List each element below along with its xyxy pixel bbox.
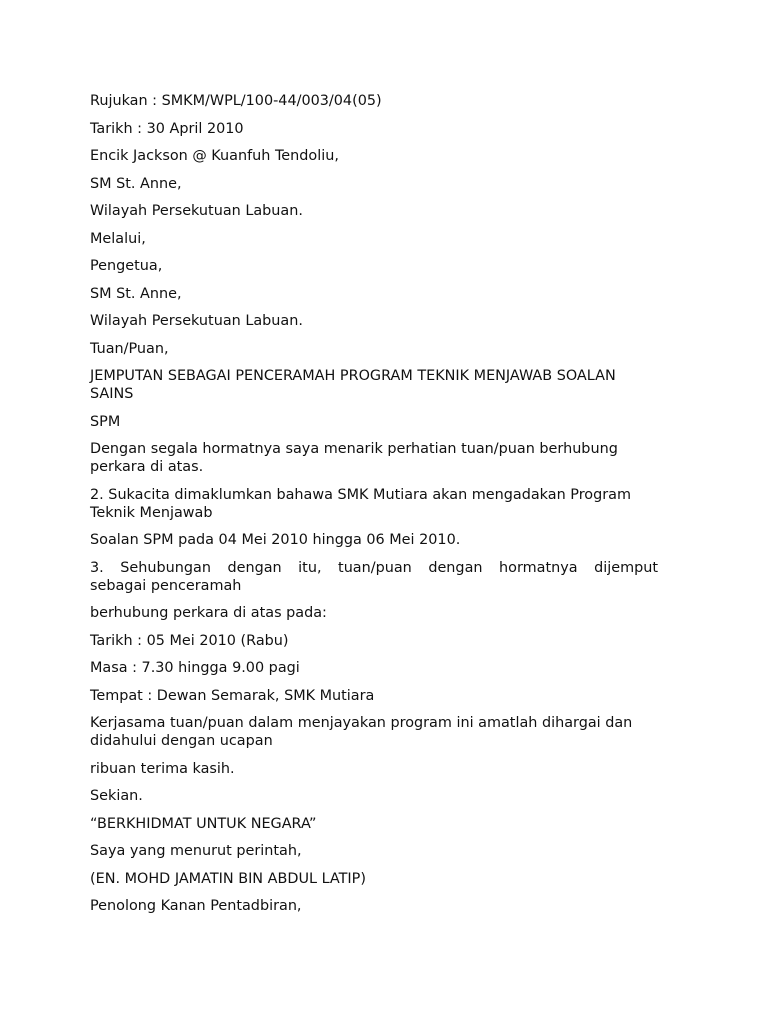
paragraph-2-continued: Soalan SPM pada 04 Mei 2010 hingga 06 Mei 2010.	[90, 532, 461, 548]
salutation: Tuan/Puan,	[90, 340, 169, 357]
subject-line: JEMPUTAN SEBAGAI PENCERAMAH PROGRAM TEKNIK MENJAWAB SOALAN SAINS	[90, 368, 616, 402]
recipient-school: SM St. Anne,	[90, 175, 182, 192]
reference-line: Rujukan : SMKM/WPL/100-44/003/04(05)	[90, 93, 382, 109]
paragraph-3-continued: berhubung perkara di atas pada:	[90, 605, 327, 621]
signatory-title: Penolong Kanan Pentadbiran,	[90, 898, 302, 914]
via-school: SM St. Anne,	[90, 285, 182, 302]
paragraph-1: Dengan segala hormatnya saya menarik perhatian tuan/puan berhubung perkara di atas.	[90, 441, 618, 475]
closing: Sekian.	[90, 788, 143, 804]
paragraph-2: 2. Sukacita dimaklumkan bahawa SMK Mutiara akan mengadakan Program Teknik Menjawab	[90, 486, 631, 521]
recipient-name: Encik Jackson @ Kuanfuh Tendoliu,	[90, 148, 339, 164]
motto: “BERKHIDMAT UNTUK NEGARA”	[90, 815, 317, 832]
via-region: Wilayah Persekutuan Labuan.	[90, 313, 303, 329]
paragraph-3	[90, 559, 658, 595]
event-date: Tarikh : 05 Mei 2010 (Rabu)	[90, 632, 289, 649]
paragraph-3-line-2: sebagai penceramah	[90, 577, 242, 594]
signatory-name: (EN. MOHD JAMATIN BIN ABDUL LATIP)	[90, 870, 366, 887]
event-place: Tempat : Dewan Semarak, SMK Mutiara	[90, 687, 375, 704]
recipient-region: Wilayah Persekutuan Labuan.	[90, 203, 303, 219]
paragraph-4-continued: ribuan terima kasih.	[90, 760, 235, 777]
event-time: Masa : 7.30 hingga 9.00 pagi	[90, 660, 300, 676]
signoff: Saya yang menurut perintah,	[90, 843, 302, 859]
date-line: Tarikh : 30 April 2010	[90, 120, 244, 137]
paragraph-4: Kerjasama tuan/puan dalam menjayakan program ini amatlah dihargai dan didahului dengan ucapan	[90, 715, 633, 749]
via-line: Melalui,	[90, 230, 146, 247]
subject-line-continued: SPM	[90, 413, 121, 430]
via-title: Pengetua,	[90, 258, 163, 274]
letter-body	[90, 92, 658, 925]
paragraph-3-line-1: 3. Sehubungan dengan itu, tuan/puan dengan hormatnya dijemput	[90, 559, 658, 576]
